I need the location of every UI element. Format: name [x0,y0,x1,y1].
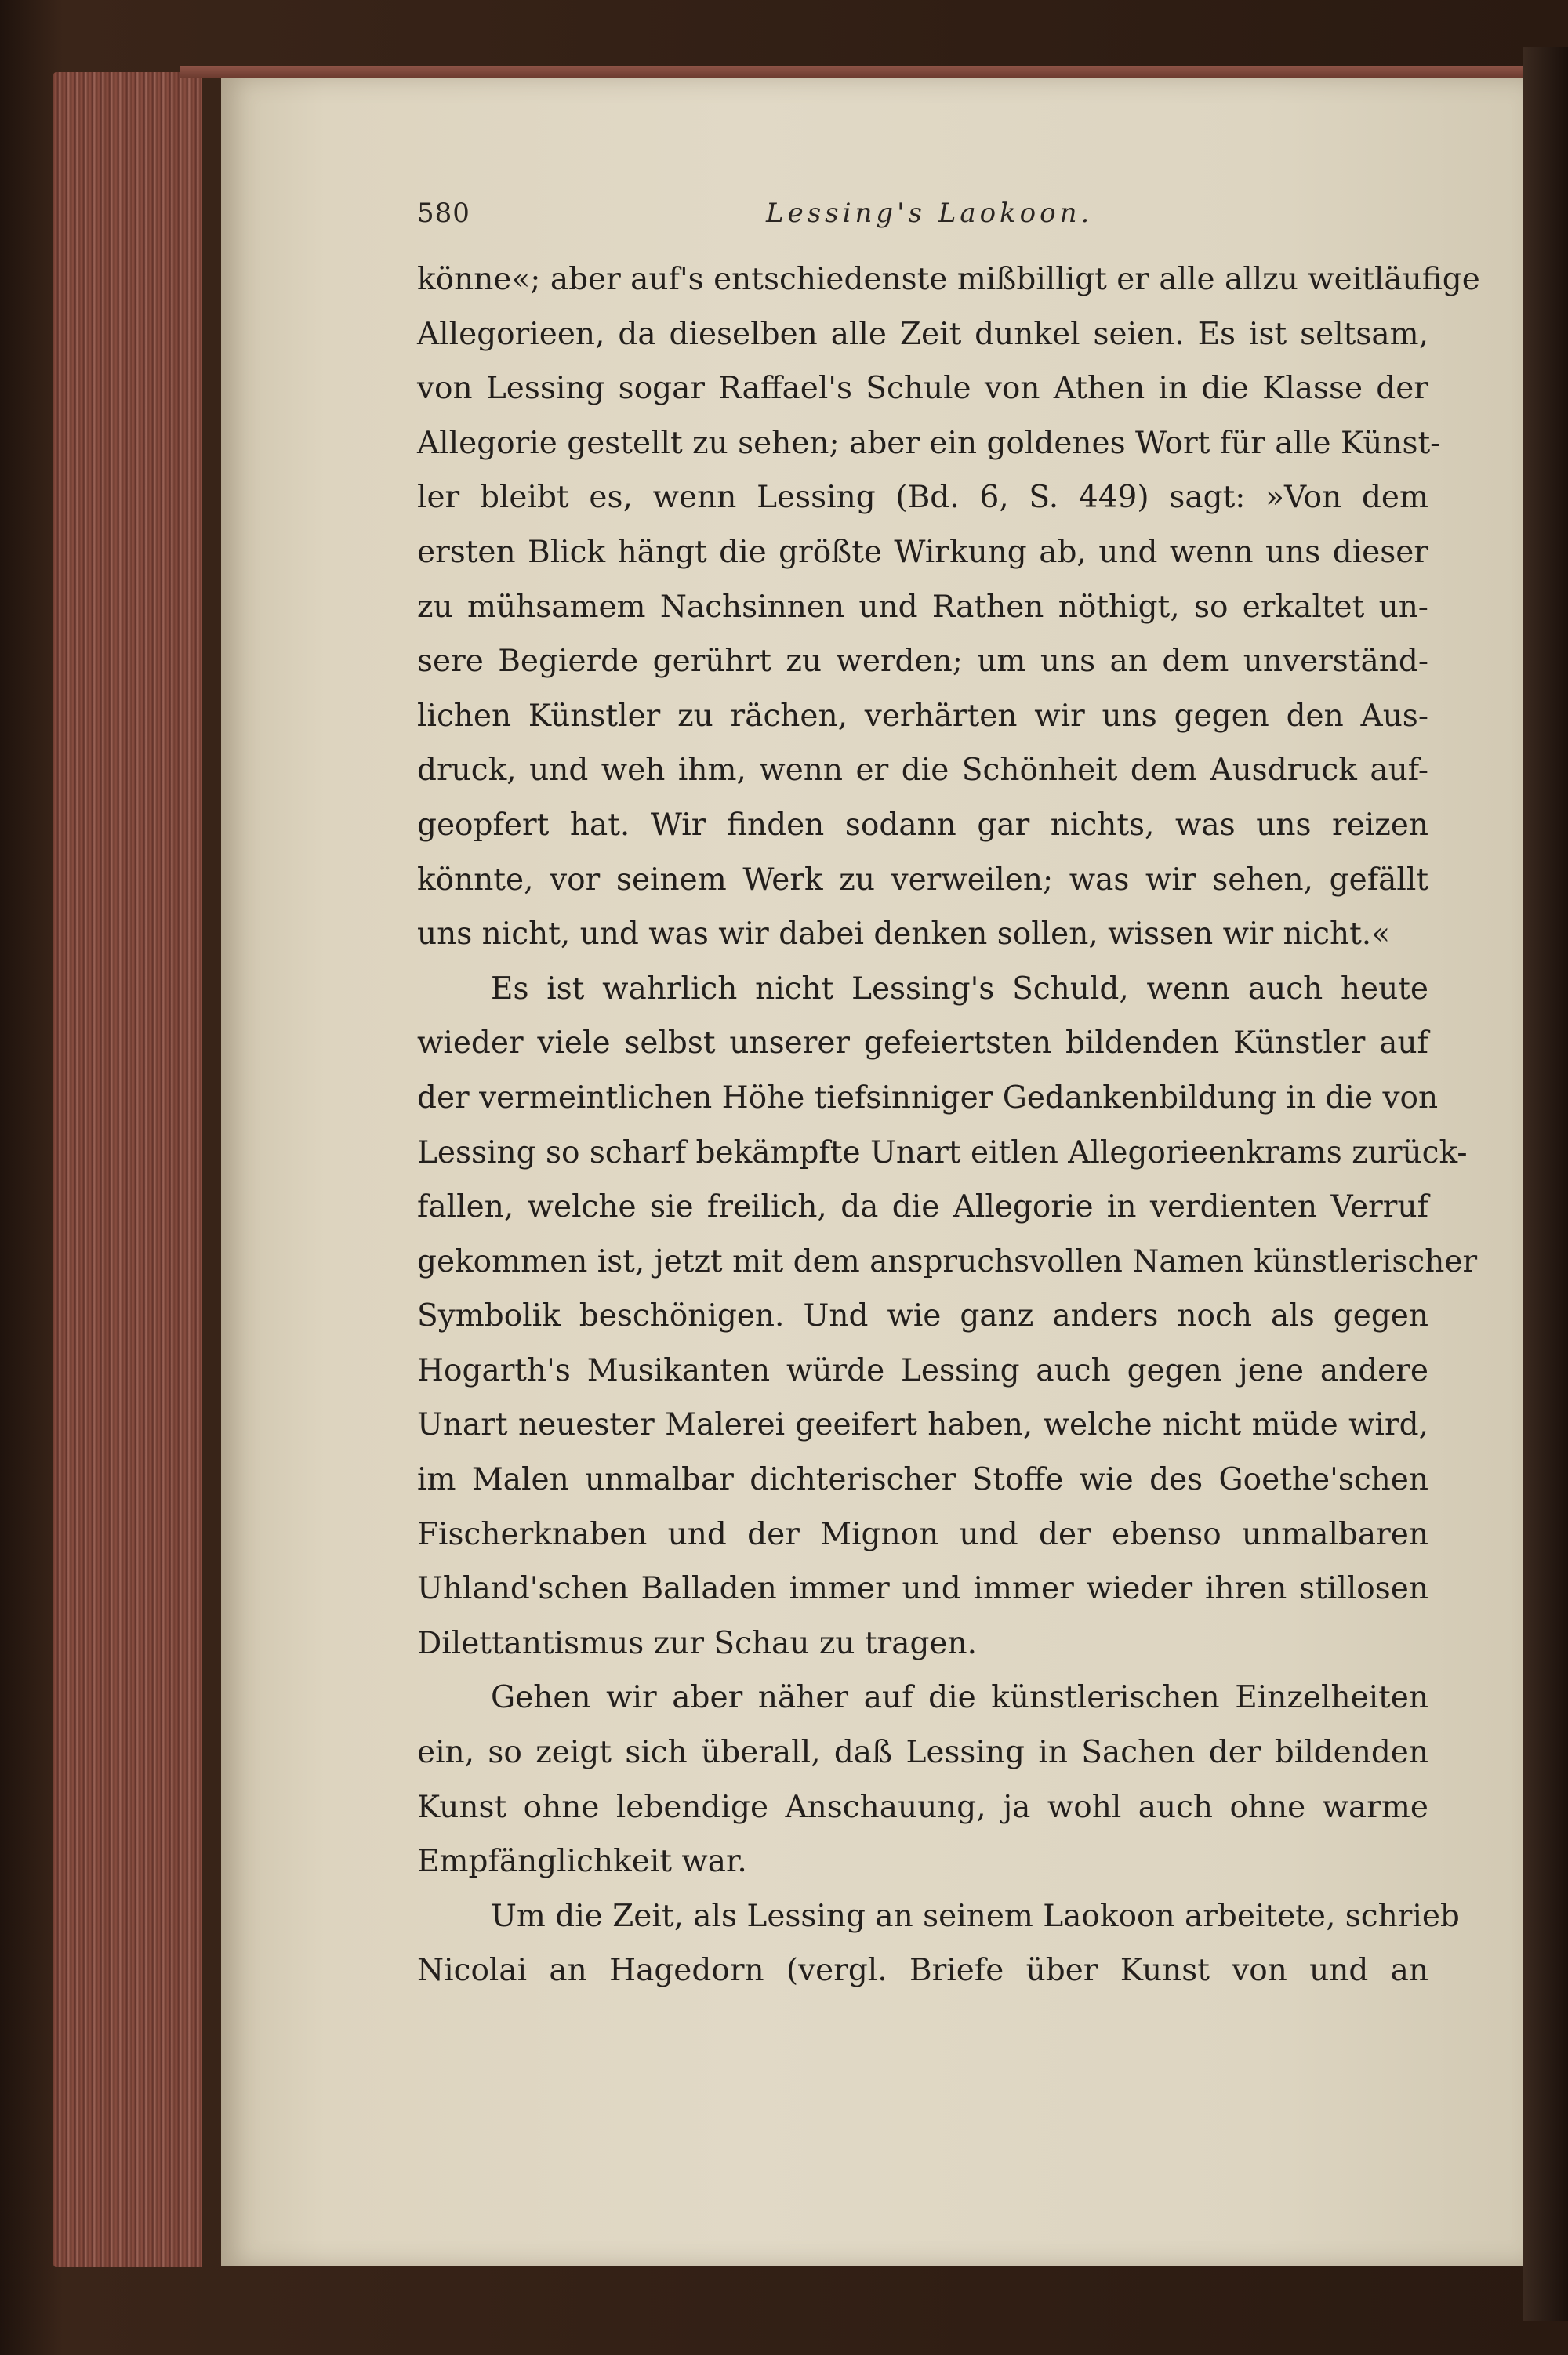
book-spine-edge [1523,47,1568,2321]
text-line: geopfert hat. Wir finden sodann gar nichts, was uns reizen [417,807,1428,843]
text-line: von Lessing sogar Raffael's Schule von Athen in die Klasse der [417,371,1428,407]
text-line: gekommen ist, jetzt mit dem anspruchsvollen Namen künstlerischer [417,1243,1478,1279]
text-line: fallen, welche sie freilich, da die Allegorie in verdienten Verruf [417,1189,1428,1225]
page-number: 580 [417,198,470,229]
text-line: Empfänglichkeit war. [417,1844,747,1880]
running-title: Lessing's Laokoon. [766,198,1094,229]
text-line: Lessing so scharf bekämpfte Unart eitlen Allegorieenkrams zurück- [417,1134,1468,1170]
text-line: druck, und weh ihm, wenn er die Schönheit dem Ausdruck auf- [417,753,1428,789]
text-line: Unart neuester Malerei geeifert haben, welche nicht müde wird, [417,1407,1428,1443]
body-text [417,252,1480,1998]
text-line: ler bleibt es, wenn Lessing (Bd. 6, S. 449) sagt: »Von dem [417,480,1428,516]
text-line: zu mühsamem Nachsinnen und Rathen nöthigt, so erkaltet un- [417,589,1428,625]
text-line: der vermeintlichen Höhe tiefsinniger Gedankenbildung in die von [417,1080,1439,1116]
text-line: Dilettantismus zur Schau zu tragen. [417,1625,978,1661]
page-block-top-edge [180,66,1529,78]
text-line: uns nicht, und was wir dabei denken sollen, wissen wir nicht.« [417,916,1391,953]
text-line: ein, so zeigt sich überall, daß Lessing in Sachen der bildenden [417,1735,1428,1771]
text-line: könne«; aber auf's entschiedenste mißbilligt er alle allzu weitläufige [417,262,1480,297]
text-line: Um die Zeit, als Lessing an seinem Laokoon arbeitete, schrieb [491,1898,1460,1934]
text-line: Symbolik beschönigen. Und wie ganz anders noch als gegen [417,1298,1428,1334]
text-line: Hogarth's Musikanten würde Lessing auch gegen jene andere [417,1352,1428,1388]
text-line: könnte, vor seinem Werk zu verweilen; was wir sehen, gefällt [417,862,1428,898]
text-line: Kunst ohne lebendige Anschauung, ja wohl auch ohne warme [417,1789,1428,1825]
text-line: wieder viele selbst unserer gefeiertsten bildenden Künstler auf [417,1025,1428,1061]
text-line: lichen Künstler zu rächen, verhärten wir uns gegen den Aus- [417,698,1428,734]
page-header [417,198,1428,245]
text-line: im Malen unmalbar dichterischer Stoffe wie des Goethe'schen [417,1462,1428,1498]
text-line: Fischerknaben und der Mignon und der ebenso unmalbaren [417,1516,1428,1552]
text-line: Gehen wir aber näher auf die künstlerischen Einzelheiten [491,1680,1428,1716]
text-line: Es ist wahrlich nicht Lessing's Schuld, wenn auch heute [491,971,1428,1007]
text-line: Allegorieen, da dieselben alle Zeit dunkel seien. Es ist seltsam, [417,316,1428,352]
text-line: Uhland'schen Balladen immer und immer wieder ihren stillosen [417,1571,1428,1607]
text-line: ersten Blick hängt die größte Wirkung ab, und wenn uns dieser [417,534,1428,570]
text-line: Allegorie gestellt zu sehen; aber ein goldenes Wort für alle Künst- [417,425,1441,461]
page-block-edges [53,72,202,2267]
text-line: sere Begierde gerührt zu werden; um uns an dem unverständ- [417,644,1428,680]
text-line: Nicolai an Hagedorn (vergl. Briefe über Kunst von und an [417,1953,1428,1989]
